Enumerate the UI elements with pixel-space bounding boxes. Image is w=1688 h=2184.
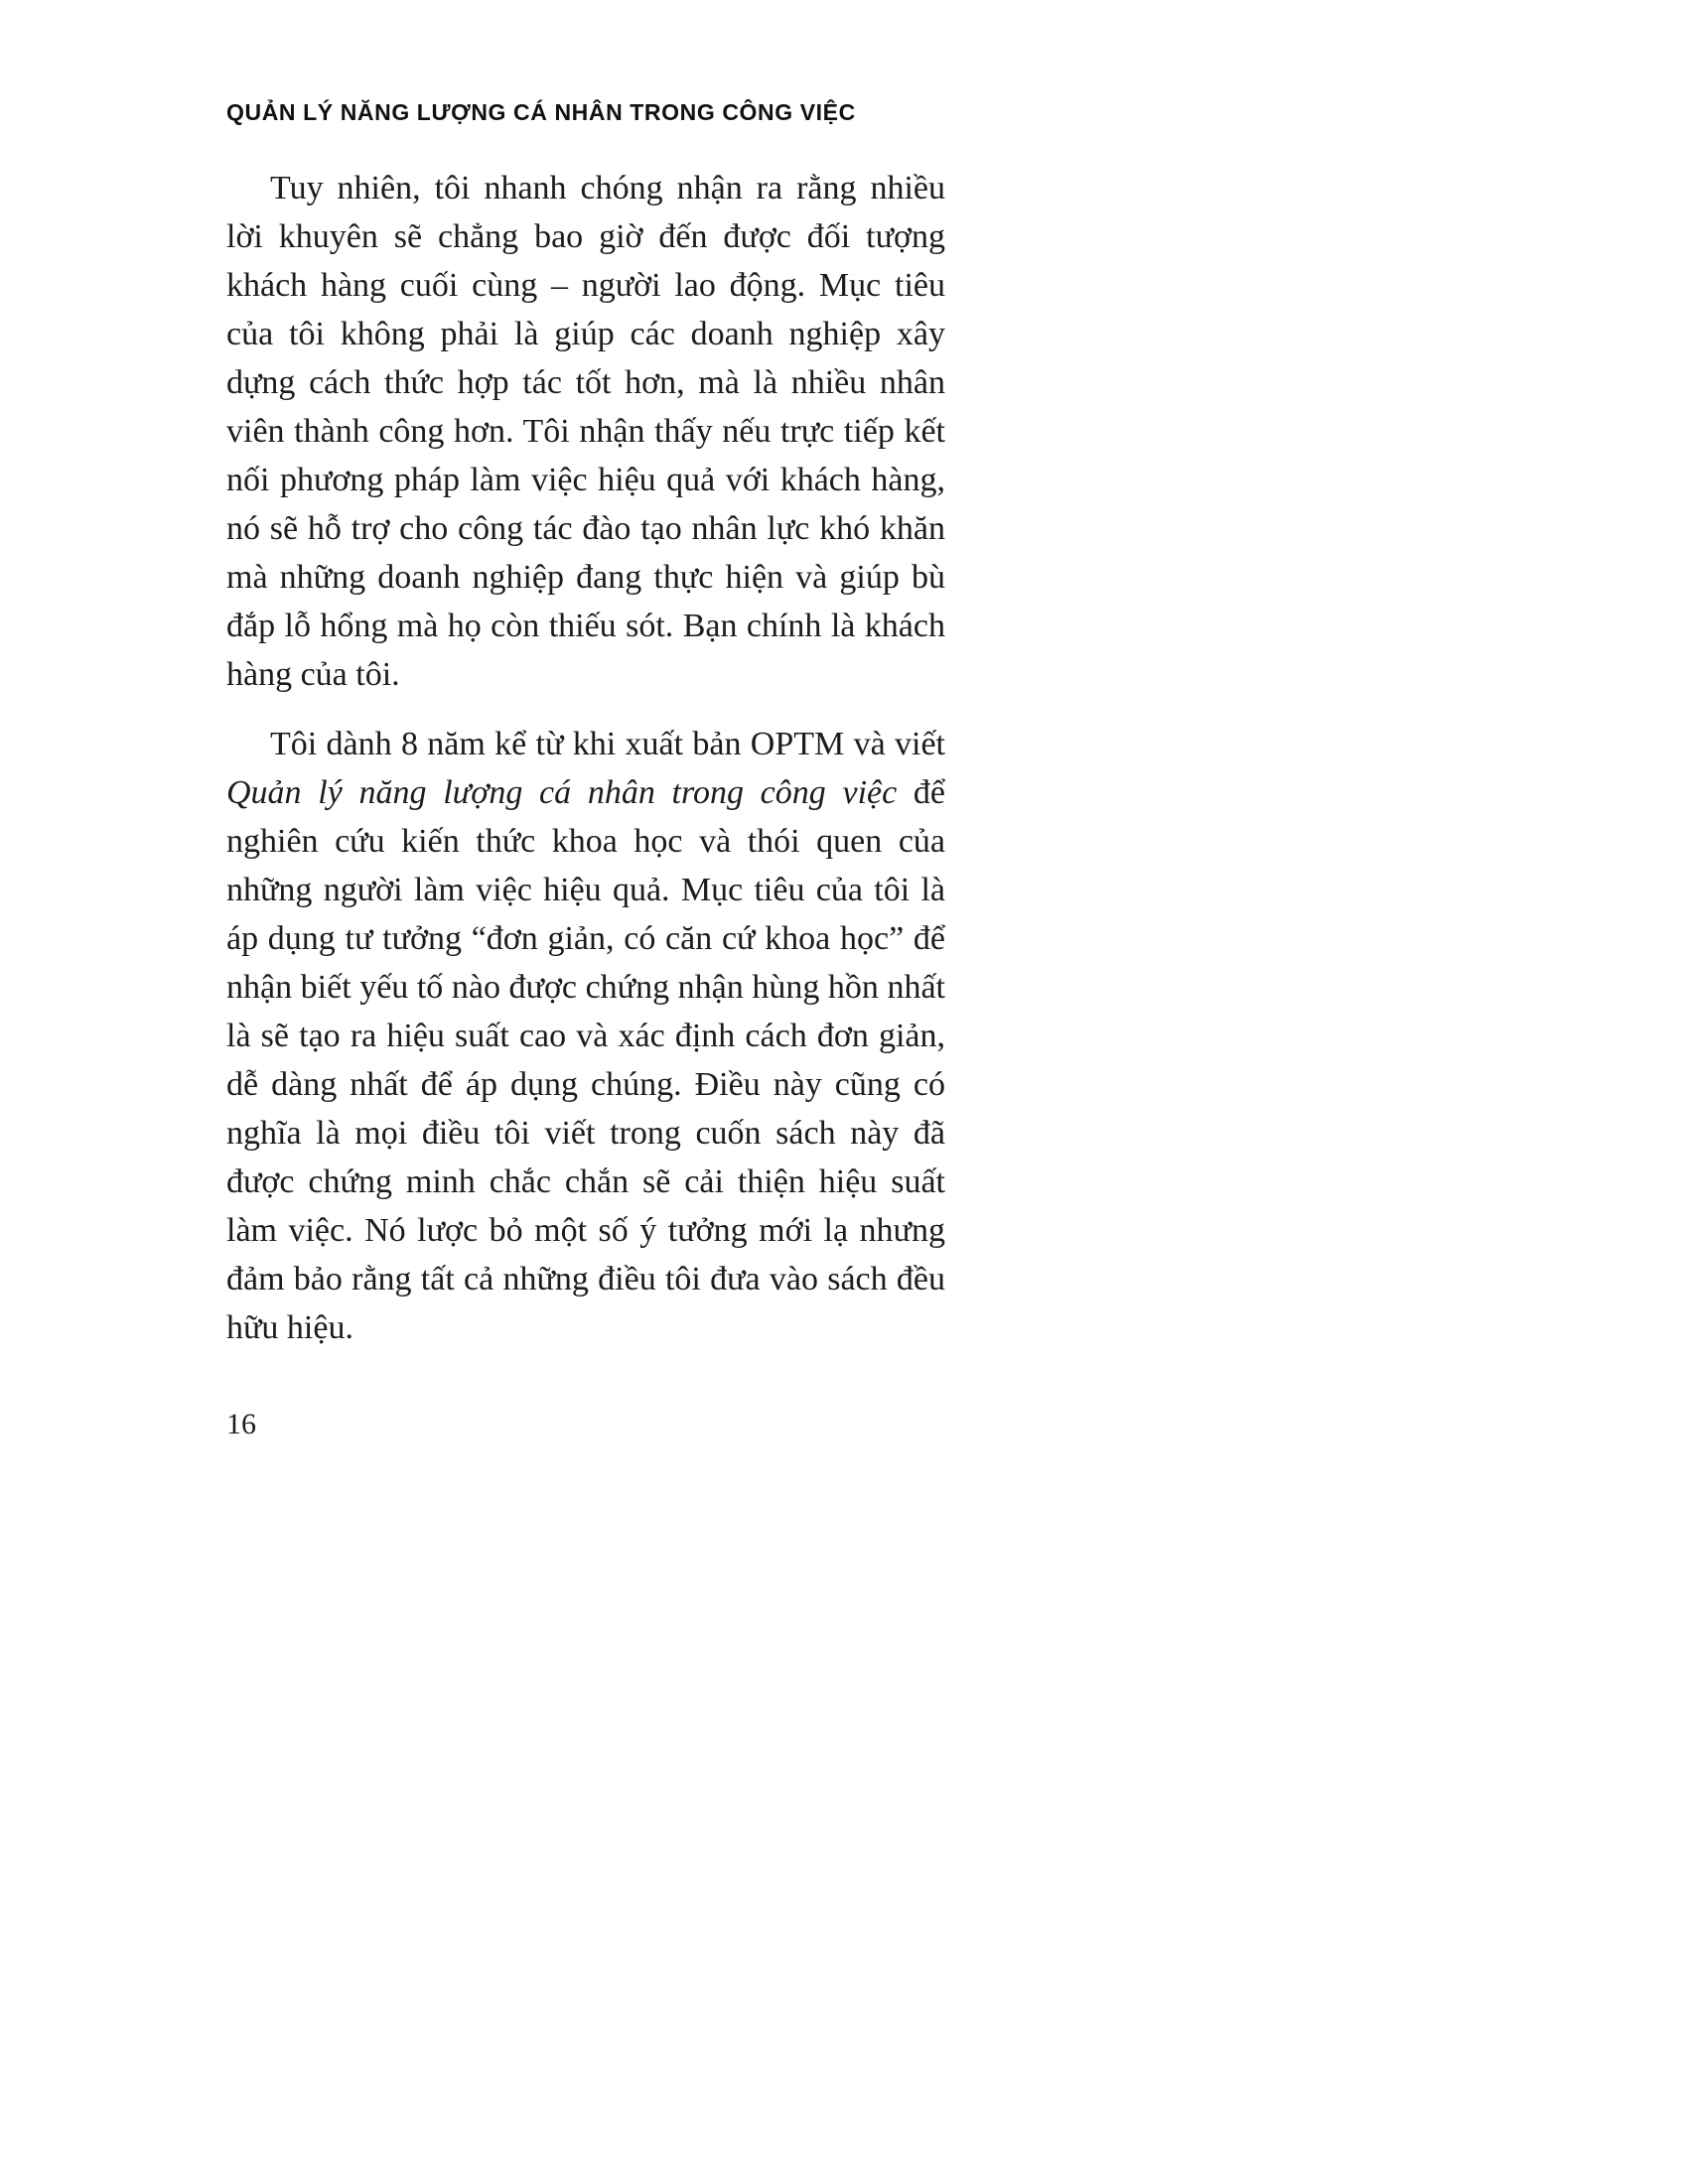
text-segment: để nghiên cứu kiến thức khoa học và thói quen của những người làm việc hiệu quả. Mục tiêu của tôi là áp dụng tư tưởng “đơn giản, có căn cứ khoa học” để nhận biết yếu tố nào được chứng nhận hùng hồn nhất là sẽ tạo ra hiệu suất cao và xác định cách đơn giản, dễ dàng nhất để áp dụng chúng. Điều này cũng có nghĩa là mọi điều tôi viết trong cuốn sách này đã được chứng minh chắc chắn sẽ cải thiện hiệu suất làm việc. Nó lược bỏ một số ý tưởng mới lạ nhưng đảm bảo rằng tất cả những điều tôi đưa vào sách đều hữu hiệu. — [226, 774, 946, 1346]
body-text — [226, 164, 945, 1352]
book-title-italic: Quản lý năng lượng cá nhân trong công việc — [226, 774, 898, 811]
text-segment: Tuy nhiên, tôi nhanh chóng nhận ra rằng nhiều lời khuyên sẽ chẳng bao giờ đến được đối tượng khách hàng cuối cùng – người lao động. Mục tiêu của tôi không phải là giúp các doanh nghiệp xây dựng cách thức hợp tác tốt hơn, mà là nhiều nhân viên thành công hơn. Tôi nhận thấy nếu trực tiếp kết nối phương pháp làm việc hiệu quả với khách hàng, nó sẽ hỗ trợ cho công tác đào tạo nhân lực khó khăn mà những doanh nghiệp đang thực hiện và giúp bù đắp lỗ hổng mà họ còn thiếu sót. Bạn chính là khách hàng của tôi. — [226, 170, 945, 693]
paragraph — [226, 720, 945, 1352]
paragraph — [226, 164, 945, 699]
page-number: 16 — [226, 1408, 256, 1440]
text-segment: Tôi dành 8 năm kể từ khi xuất bản OPTM và viết — [270, 726, 945, 762]
running-header: QUẢN LÝ NĂNG LƯỢNG CÁ NHÂN TRONG CÔNG VIỆC — [226, 99, 856, 125]
